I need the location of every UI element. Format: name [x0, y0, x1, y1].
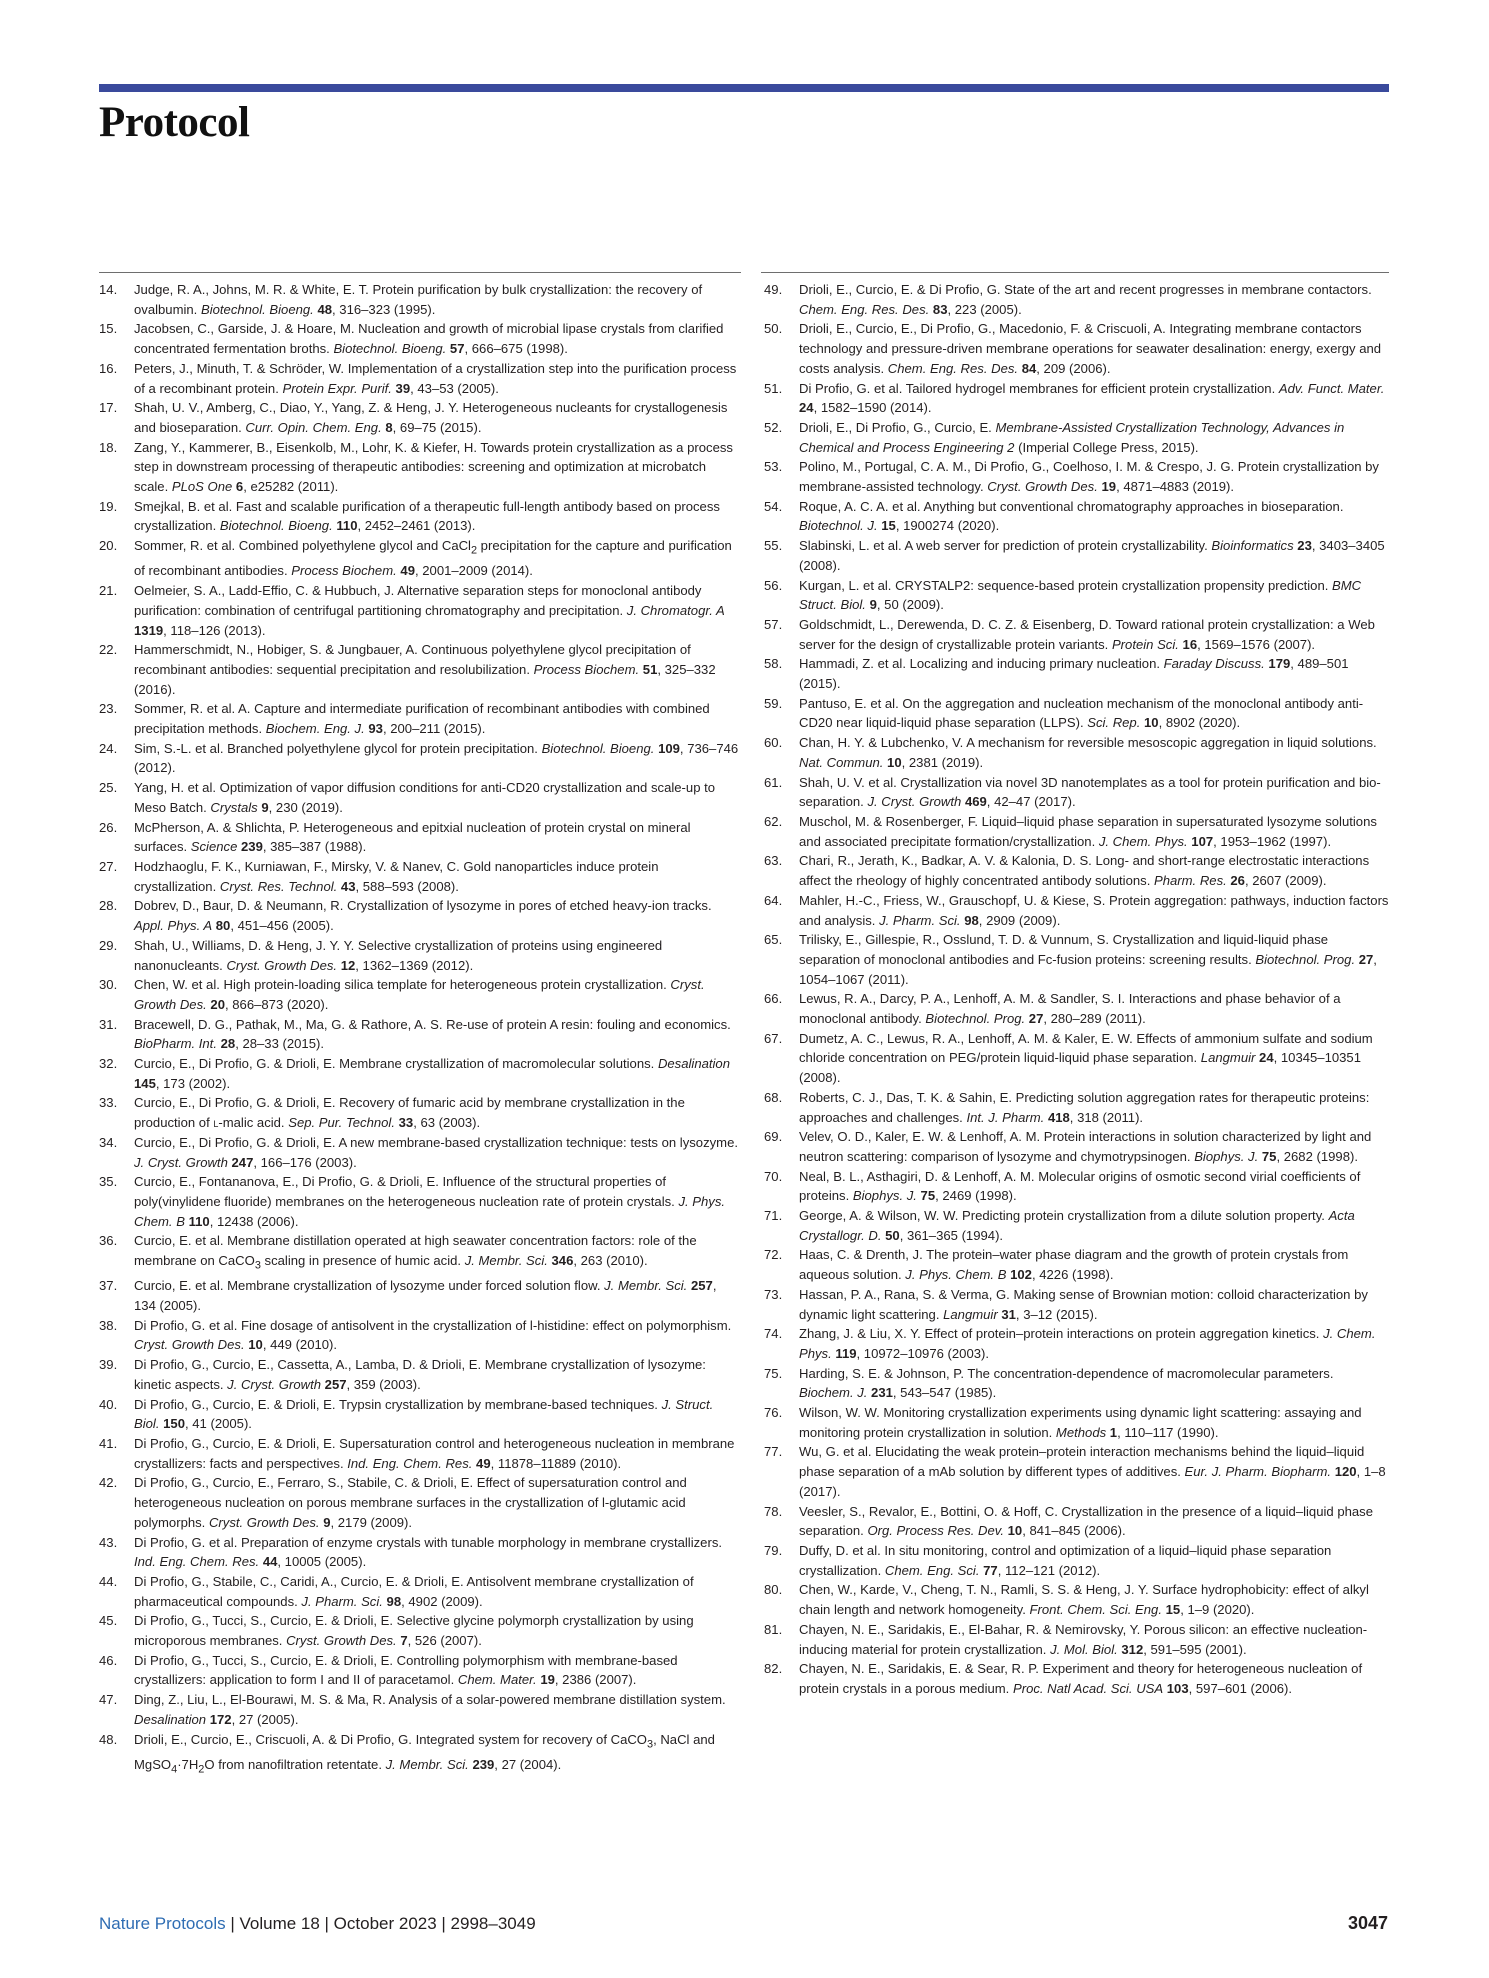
reference-text: Curcio, E. et al. Membrane crystallization of lysozyme under forced solution flow. J. Membr. Sci. 257, 134 (2005). — [134, 1278, 717, 1314]
reference-text: Neal, B. L., Asthagiri, D. & Lenhoff, A. M. Molecular origins of osmotic second virial coefficients of proteins. Biophys. J. 75, 2469 (1998). — [799, 1168, 1361, 1204]
reference-item — [99, 1172, 741, 1231]
reference-text: Haas, C. & Drenth, J. The protein–water phase diagram and the growth of protein crystals from aqueous solution. J. Phys. Chem. B 102, 4226 (1998). — [799, 1247, 1349, 1283]
reference-item — [764, 536, 1389, 575]
reference-number: 47. — [99, 1692, 118, 1708]
reference-item — [764, 1245, 1389, 1284]
header-accent-bar — [99, 84, 1389, 92]
reference-text: Bracewell, D. G., Pathak, M., Ma, G. & Rathore, A. S. Re-use of protein A resin: fouling and economics. BioPharm. Int. 28, 28–33 (2015). — [134, 1016, 731, 1052]
reference-text: Chayen, N. E., Saridakis, E. & Sear, R. P. Experiment and theory for heterogeneous nucleation of protein crystals in a porous medium. Proc. Natl Acad. Sci. USA 103, 597–601 (2006). — [799, 1661, 1363, 1696]
reference-number: 61. — [764, 774, 783, 790]
reference-item — [99, 857, 741, 896]
reference-text: Polino, M., Portugal, C. A. M., Di Profio, G., Coelhoso, I. M. & Crespo, J. G. Protein crystallization by membrane-assisted technology. Cryst. Growth Des. 19, 4871–4883 (2019). — [799, 459, 1379, 495]
reference-text: Jacobsen, C., Garside, J. & Hoare, M. Nucleation and growth of microbial lipase crystals from clarified concentrated fermentation broths. Biotechnol. Bioeng. 57, 666–675 (1998). — [134, 321, 724, 357]
reference-text: Chen, W., Karde, V., Cheng, T. N., Ramli, S. S. & Heng, J. Y. Surface hydrophobicity: effect of alkyl chain length and network homogeneity. Front. Chem. Sci. Eng. 15, 1–9 (2020). — [799, 1582, 1369, 1618]
reference-text: Di Profio, G., Stabile, C., Caridi, A., Curcio, E. & Drioli, E. Antisolvent membrane crystallization of pharmaceutical compounds. J. Pharm. Sci. 98, 4902 (2009). — [134, 1573, 694, 1609]
reference-item — [764, 1442, 1389, 1501]
reference-item — [764, 1580, 1389, 1619]
reference-number: 78. — [764, 1503, 783, 1519]
reference-number: 21. — [99, 583, 118, 599]
reference-number: 65. — [764, 932, 783, 948]
reference-number: 33. — [99, 1095, 118, 1111]
reference-number: 40. — [99, 1396, 118, 1412]
reference-number: 58. — [764, 656, 783, 672]
reference-text: Di Profio, G., Tucci, S., Curcio, E. & Drioli, E. Selective glycine polymorph crystallization by using microporous membranes. Cryst. Growth Des. 7, 526 (2007). — [134, 1613, 694, 1649]
reference-text: Sommer, R. et al. Combined polyethylene glycol and CaCl$_2$ precipitation for the capture and purification of recombinant antibodies. Process Biochem. 49, 2001–2009 (2014). — [134, 538, 732, 579]
reference-text: Muschol, M. & Rosenberger, F. Liquid–liquid phase separation in supersaturated lysozyme solutions and associated precipitate formation/crystallization. J. Chem. Phys. 107, 1953–1962 (1997). — [799, 813, 1377, 849]
reference-number: 59. — [764, 695, 783, 711]
reference-number: 79. — [764, 1543, 783, 1558]
reference-text: Di Profio, G. et al. Tailored hydrogel membranes for efficient protein crystallization. Adv. Funct. Mater. 24, 1582–1590 (2014). — [799, 380, 1385, 416]
reference-item — [764, 773, 1389, 812]
reference-number: 26. — [99, 819, 118, 835]
reference-text: Goldschmidt, L., Derewenda, D. C. Z. & Eisenberg, D. Toward rational protein crystallization: a Web server for the design of crystallizable protein variants. Protein Sci. 16, 1569–1576 (2007). — [799, 616, 1375, 652]
reference-item — [764, 280, 1389, 319]
reference-item — [764, 1364, 1389, 1403]
reference-text: Shah, U., Williams, D. & Heng, J. Y. Y. Selective crystallization of proteins using engineered nanonucleants. Cryst. Growth Des. 12, 1362–1369 (2012). — [134, 937, 663, 973]
reference-number: 49. — [764, 282, 783, 297]
reference-text: Sommer, R. et al. A. Capture and intermediate purification of recombinant antibodies with combined precipitation methods. Biochem. Eng. J. 93, 200–211 (2015). — [134, 701, 710, 737]
reference-text: Peters, J., Minuth, T. & Schröder, W. Implementation of a crystallization step into the purification process of a recombinant protein. Protein Expr. Purif. 39, 43–53 (2005). — [134, 360, 737, 396]
reference-text: Chayen, N. E., Saridakis, E., El-Bahar, R. & Nemirovsky, Y. Porous silicon: an effective nucleation-inducing material for protein crystallization. J. Mol. Biol. 312, 591–595 (2001). — [799, 1621, 1368, 1657]
reference-item — [764, 812, 1389, 851]
reference-text: Di Profio, G. et al. Fine dosage of antisolvent in the crystallization of l-histidine: effect on polymorphism. Cryst. Growth Des. 10, 449 (2010). — [134, 1317, 732, 1353]
reference-text: Wilson, W. W. Monitoring crystallization experiments using dynamic light scattering: assaying and monitoring protein crystallization in solution. Methods 1, 110–117 (1990). — [799, 1405, 1362, 1440]
reference-item — [764, 418, 1389, 457]
reference-item — [99, 1434, 741, 1473]
reference-text: Di Profio, G., Curcio, E., Ferraro, S., Stabile, C. & Drioli, E. Effect of supersaturation control and heterogeneous nucleation on porous membrane surfaces in the crystallization of l-glutamic acid polymorphs. Cryst. Growth Des. 9, 2179 (2009). — [134, 1475, 687, 1530]
reference-number: 25. — [99, 780, 118, 796]
reference-number: 75. — [764, 1365, 783, 1381]
reference-item — [99, 398, 741, 437]
reference-item — [99, 1690, 741, 1729]
reference-text: Drioli, E., Di Profio, G., Curcio, E. Membrane-Assisted Crystallization Technology, Advances in Chemical and Process Engineering 2 (Imperial College Press, 2015). — [799, 419, 1345, 455]
reference-text: Trilisky, E., Gillespie, R., Osslund, T. D. & Vunnum, S. Crystallization and liquid-liquid phase separation of monoclonal antibodies and Fc-fusion proteins: screening results. Biotechnol. Prog. 27, 1054–1067 (2011). — [799, 932, 1377, 987]
reference-item — [764, 319, 1389, 378]
reference-number: 42. — [99, 1475, 118, 1491]
reference-text: Dobrev, D., Baur, D. & Neumann, R. Crystallization of lysozyme in pores of etched heavy-ion tracks. Appl. Phys. A 80, 451–456 (2005). — [134, 898, 712, 934]
reference-item — [764, 989, 1389, 1028]
reference-number: 48. — [99, 1731, 118, 1747]
reference-text: Hodzhaoglu, F. K., Kurniawan, F., Mirsky, V. & Nanev, C. Gold nanoparticles induce protein crystallization. Cryst. Res. Technol. 43, 588–593 (2008). — [134, 859, 659, 894]
reference-number: 30. — [99, 977, 118, 993]
reference-number: 27. — [99, 859, 118, 874]
reference-text: Dumetz, A. C., Lewus, R. A., Lenhoff, A. M. & Kaler, E. W. Effects of ammonium sulfate and sodium chloride concentration on PEG/protein liquid-liquid phase separation. Langmuir 24, 10345–10351 (2008). — [799, 1030, 1373, 1086]
reference-item — [99, 818, 741, 857]
reference-item — [99, 280, 741, 319]
reference-number: 41. — [99, 1436, 118, 1451]
reference-number: 29. — [99, 937, 118, 953]
reference-item — [99, 1133, 741, 1172]
reference-number: 35. — [99, 1174, 118, 1190]
reference-text: Duffy, D. et al. In situ monitoring, control and optimization of a liquid–liquid phase separation crystallization. Chem. Eng. Sci. 77, 112–121 (2012). — [799, 1543, 1332, 1578]
reference-item — [764, 930, 1389, 989]
reference-number: 60. — [764, 735, 783, 751]
reference-item — [764, 1620, 1389, 1659]
reference-number: 70. — [764, 1168, 783, 1184]
reference-number: 34. — [99, 1134, 118, 1150]
reference-text: Ding, Z., Liu, L., El-Bourawi, M. S. & Ma, R. Analysis of a solar-powered membrane distillation system. Desalination 172, 27 (2005). — [134, 1692, 726, 1727]
reference-text: Di Profio, G., Curcio, E. & Drioli, E. Trypsin crystallization by membrane-based techniques. J. Struct. Biol. 150, 41 (2005). — [134, 1396, 714, 1432]
reference-text: Chari, R., Jerath, K., Badkar, A. V. & Kalonia, D. S. Long- and short-range electrostatic interactions affect the rheology of highly concentrated antibody solutions. Pharm. Res. 26, 2607 (2009). — [799, 853, 1370, 889]
reference-text: Curcio, E., Di Profio, G. & Drioli, E. Membrane crystallization of macromolecular solutions. Desalination 145, 173 (2002). — [134, 1056, 730, 1091]
reference-text: Smejkal, B. et al. Fast and scalable purification of a therapeutic full-length antibody based on process crystallization. Biotechnol. Bioeng. 110, 2452–2461 (2013). — [134, 498, 720, 534]
reference-number: 32. — [99, 1056, 118, 1072]
reference-number: 31. — [99, 1016, 118, 1032]
reference-number: 73. — [764, 1286, 783, 1302]
reference-item — [99, 778, 741, 817]
reference-number: 55. — [764, 538, 783, 554]
reference-number: 19. — [99, 498, 118, 514]
reference-text: Hammadi, Z. et al. Localizing and inducing primary nucleation. Faraday Discuss. 179, 489–501 (2015). — [799, 656, 1349, 692]
reference-number: 14. — [99, 282, 118, 297]
reference-item — [99, 1093, 741, 1132]
reference-text: Harding, S. E. & Johnson, P. The concentration-dependence of macromolecular parameters. Biochem. J. 231, 543–547 (1985). — [799, 1365, 1334, 1401]
reference-item — [99, 975, 741, 1014]
reference-number: 45. — [99, 1613, 118, 1629]
reference-text: Shah, U. V. et al. Crystallization via novel 3D nanotemplates as a tool for protein purification and bio-separation. J. Cryst. Growth 469, 42–47 (2017). — [799, 774, 1381, 810]
reference-item — [764, 1502, 1389, 1541]
reference-item — [99, 536, 741, 581]
reference-number: 72. — [764, 1247, 783, 1263]
reference-item — [99, 640, 741, 699]
reference-text: Chan, H. Y. & Lubchenko, V. A mechanism for reversible mesoscopic aggregation in liquid solutions. Nat. Commun. 10, 2381 (2019). — [799, 735, 1377, 770]
reference-number: 36. — [99, 1233, 118, 1249]
reference-number: 44. — [99, 1573, 118, 1589]
reference-item — [764, 1285, 1389, 1324]
reference-item — [764, 694, 1389, 733]
reference-number: 71. — [764, 1208, 783, 1224]
reference-item — [99, 1054, 741, 1093]
reference-text: George, A. & Wilson, W. W. Predicting protein crystallization from a dilute solution property. Acta Crystallogr. D. 50, 361–365 (1994). — [799, 1208, 1355, 1243]
reference-item — [99, 1015, 741, 1054]
reference-item — [99, 438, 741, 497]
reference-number: 37. — [99, 1278, 118, 1294]
reference-item — [99, 1533, 741, 1572]
page-number: 3047 — [1347, 1913, 1388, 1933]
reference-item — [99, 1395, 741, 1434]
reference-number: 64. — [764, 892, 783, 908]
reference-number: 66. — [764, 991, 783, 1007]
reference-text: Hassan, P. A., Rana, S. & Verma, G. Making sense of Brownian motion: colloid characterization by dynamic light scattering. Langmuir 31, 3–12 (2015). — [799, 1286, 1368, 1322]
reference-number: 81. — [764, 1621, 783, 1637]
reference-text: Velev, O. D., Kaler, E. W. & Lenhoff, A. M. Protein interactions in solution characterized by light and neutron scattering: comparison of lysozyme and chymotrypsinogen. Biophys. J. 75, 2682 (1998). — [799, 1129, 1372, 1164]
reference-number: 23. — [99, 701, 118, 717]
reference-item — [99, 359, 741, 398]
reference-item — [764, 615, 1389, 654]
reference-text: Slabinski, L. et al. A web server for prediction of protein crystallizability. Bioinformatics 23, 3403–3405 (2008). — [799, 538, 1385, 573]
reference-number: 24. — [99, 740, 118, 756]
reference-item — [764, 733, 1389, 772]
reference-text: McPherson, A. & Shlichta, P. Heterogeneous and epitxial nucleation of protein crystal on mineral surfaces. Science 239, 385–387 (1988). — [134, 819, 691, 855]
reference-item — [99, 1730, 741, 1781]
reference-item — [99, 896, 741, 935]
reference-text: Curcio, E., Di Profio, G. & Drioli, E. A new membrane-based crystallization technique: tests on lysozyme. J. Cryst. Growth 247, 166–176 (2003). — [134, 1134, 739, 1170]
reference-number: 76. — [764, 1405, 783, 1421]
reference-item — [99, 581, 741, 640]
reference-text: Curcio, E., Fontananova, E., Di Profio, G. & Drioli, E. Influence of the structural properties of poly(vinylidene fluoride) membranes on the heterogeneous nucleation rate of protein crystals. J. Phys. Chem. B 110, 12438 (2006). — [134, 1174, 726, 1229]
reference-text: Drioli, E., Curcio, E. & Di Profio, G. State of the art and recent progresses in membrane contactors. Chem. Eng. Res. Des. 83, 223 (2005). — [799, 282, 1372, 317]
reference-text: Wu, G. et al. Elucidating the weak protein–protein interaction mechanisms behind the liquid–liquid phase separation of a mAb solution by different types of additives. Eur. J. Pharm. Biopharm. 120, 1–8 (2017). — [799, 1444, 1386, 1499]
reference-number: 15. — [99, 321, 118, 337]
reference-number: 54. — [764, 498, 783, 514]
reference-item — [99, 319, 741, 358]
reference-item — [99, 699, 741, 738]
reference-text: Judge, R. A., Johns, M. R. & White, E. T. Protein purification by bulk crystallization: the recovery of ovalbumin. Biotechnol. Bioeng. 48, 316–323 (1995). — [134, 282, 703, 317]
reference-text: Pantuso, E. et al. On the aggregation and nucleation mechanism of the monoclonal antibody anti-CD20 near liquid-liquid phase separation (LLPS). Sci. Rep. 10, 8902 (2020). — [799, 695, 1364, 731]
reference-number: 51. — [764, 380, 783, 396]
reference-number: 63. — [764, 853, 783, 869]
reference-item — [99, 1651, 741, 1690]
reference-item — [764, 1403, 1389, 1442]
reference-number: 68. — [764, 1089, 783, 1105]
reference-item — [764, 1659, 1389, 1698]
reference-item — [764, 576, 1389, 615]
reference-number: 22. — [99, 642, 118, 658]
column-divider-left — [99, 272, 741, 273]
reference-text: Di Profio, G., Curcio, E., Cassetta, A., Lamba, D. & Drioli, E. Membrane crystallization of lysozyme: kinetic aspects. J. Cryst. Growth 257, 359 (2003). — [134, 1357, 706, 1392]
reference-text: Roque, A. C. A. et al. Anything but conventional chromatography approaches in bioseparation. Biotechnol. J. 15, 1900274 (2020). — [799, 498, 1344, 534]
reference-text: Roberts, C. J., Das, T. K. & Sahin, E. Predicting solution aggregation rates for therapeutic proteins: approaches and challenges. Int. J. Pharm. 418, 318 (2011). — [799, 1089, 1370, 1125]
reference-text: Curcio, E., Di Profio, G. & Drioli, E. Recovery of fumaric acid by membrane crystallization in the production of l-malic acid. Sep. Pur. Technol. 33, 63 (2003). — [134, 1095, 685, 1131]
reference-text: Oelmeier, S. A., Ladd-Effio, C. & Hubbuch, J. Alternative separation steps for monoclonal antibody purification: combination of centrifugal partitioning chromatography and precipitation. J. Chromatogr. A 1319, 118–126 (2013). — [134, 583, 725, 638]
reference-text: Kurgan, L. et al. CRYSTALP2: sequence-based protein crystallization propensity prediction. BMC Struct. Biol. 9, 50 (2009). — [799, 577, 1362, 613]
reference-list-left — [99, 280, 741, 1780]
reference-text: Chen, W. et al. High protein-loading silica template for heterogeneous protein crystallization. Cryst. Growth Des. 20, 866–873 (2020). — [134, 977, 705, 1012]
reference-item — [764, 851, 1389, 890]
reference-number: 77. — [764, 1444, 783, 1460]
reference-item — [764, 497, 1389, 536]
reference-text: Curcio, E. et al. Membrane distillation operated at high seawater concentration factors: role of the membrane on CaCO$_3$ scaling in presence of humic acid. J. Membr. Sci. 346, 263 (2010). — [134, 1233, 697, 1272]
reference-number: 62. — [764, 813, 783, 829]
reference-number: 46. — [99, 1652, 118, 1668]
page-title: Protocol — [99, 99, 250, 146]
reference-item — [99, 1231, 741, 1276]
reference-number: 39. — [99, 1357, 118, 1373]
reference-number: 20. — [99, 538, 118, 554]
reference-item — [764, 891, 1389, 930]
reference-number: 52. — [764, 419, 783, 435]
reference-item — [99, 1355, 741, 1394]
reference-item — [764, 1167, 1389, 1206]
reference-number: 82. — [764, 1661, 783, 1677]
reference-item — [764, 1127, 1389, 1166]
reference-item — [764, 1029, 1389, 1088]
reference-item — [764, 1324, 1389, 1363]
reference-number: 53. — [764, 459, 783, 475]
reference-text: Di Profio, G., Tucci, S., Curcio, E. & Drioli, E. Controlling polymorphism with membrane-based crystallizers: application to form I and II of paracetamol. Chem. Mater. 19, 2386 (2007). — [134, 1652, 678, 1688]
reference-text: Di Profio, G. et al. Preparation of enzyme crystals with tunable morphology in membrane crystallizers. Ind. Eng. Chem. Res. 44, 10005 (2005). — [134, 1534, 723, 1570]
reference-item — [764, 654, 1389, 693]
reference-text: Mahler, H.-C., Friess, W., Grauschopf, U. & Kiese, S. Protein aggregation: pathways, induction factors and analysis. J. Pharm. Sci. 98, 2909 (2009). — [799, 892, 1389, 928]
reference-number: 67. — [764, 1030, 783, 1046]
reference-text: Zhang, J. & Liu, X. Y. Effect of protein–protein interactions on protein aggregation kinetics. J. Chem. Phys. 119, 10972–10976 (2003). — [799, 1326, 1376, 1361]
footer-citation — [99, 1914, 536, 1934]
reference-number: 56. — [764, 577, 783, 593]
reference-text: Drioli, E., Curcio, E., Criscuoli, A. & Di Profio, G. Integrated system for recovery of CaCO$_3$, NaCl and $MgSO_4\cdot 7H_2O$ from nanofiltration retentate. J. Membr. Sci. 239, 27 (2004). — [134, 1731, 715, 1776]
footer-volume-info: | Volume 18 | October 2023 | 2998–3049 — [225, 1914, 536, 1933]
reference-number: 43. — [99, 1534, 118, 1550]
reference-item — [764, 457, 1389, 496]
reference-item — [99, 936, 741, 975]
reference-number: 50. — [764, 321, 783, 337]
reference-text: Yang, H. et al. Optimization of vapor diffusion conditions for anti-CD20 crystallization and scale-up to Meso Batch. Crystals 9, 230 (2019). — [134, 780, 716, 815]
reference-text: Zang, Y., Kammerer, B., Eisenkolb, M., Lohr, K. & Kiefer, H. Towards protein crystallization as a process step in downstream processing of therapeutic antibodies: screening and optimization at microbatch scale. PLoS One 6, e25282 (2011). — [134, 439, 733, 495]
reference-number: 28. — [99, 898, 118, 914]
column-divider-right — [761, 272, 1389, 273]
reference-item — [764, 1088, 1389, 1127]
reference-item — [764, 379, 1389, 418]
reference-text: Drioli, E., Curcio, E., Di Profio, G., Macedonio, F. & Criscuoli, A. Integrating membrane contactors technology and pressure-driven membrane operations for seawater desalination: energy, exergy and costs analysis. Chem. Eng. Res. Des. 84, 209 (2006). — [799, 321, 1382, 376]
reference-text: Shah, U. V., Amberg, C., Diao, Y., Yang, Z. & Heng, J. Y. Heterogeneous nucleants for crystallogenesis and bioseparation. Curr. Opin. Chem. Eng. 8, 69–75 (2015). — [134, 400, 728, 435]
reference-text: Di Profio, G., Curcio, E. & Drioli, E. Supersaturation control and heterogeneous nucleation in membrane crystallizers: facts and perspectives. Ind. Eng. Chem. Res. 49, 11878–11889 (2010). — [134, 1436, 735, 1471]
reference-number: 57. — [764, 616, 783, 632]
reference-item — [99, 1276, 741, 1315]
footer-journal-name[interactable]: Nature Protocols — [99, 1914, 226, 1933]
reference-item — [764, 1541, 1389, 1580]
reference-item — [99, 1316, 741, 1355]
reference-item — [99, 739, 741, 778]
reference-number: 74. — [764, 1326, 783, 1342]
reference-text: Sim, S.-L. et al. Branched polyethylene glycol for protein precipitation. Biotechnol. Bioeng. 109, 736–746 (2012). — [134, 740, 739, 776]
reference-number: 69. — [764, 1129, 783, 1145]
reference-item — [764, 1206, 1389, 1245]
reference-text: Lewus, R. A., Darcy, P. A., Lenhoff, A. M. & Sandler, S. I. Interactions and phase behavior of a monoclonal antibody. Biotechnol. Prog. 27, 280–289 (2011). — [799, 991, 1341, 1027]
reference-list-right — [764, 280, 1389, 1699]
reference-number: 16. — [99, 360, 118, 376]
reference-item — [99, 1473, 741, 1532]
reference-item — [99, 1611, 741, 1650]
reference-number: 80. — [764, 1582, 783, 1598]
reference-number: 38. — [99, 1317, 118, 1333]
reference-item — [99, 1572, 741, 1611]
reference-text: Hammerschmidt, N., Hobiger, S. & Jungbauer, A. Continuous polyethylene glycol precipitation of recombinant antibodies: sequential precipitation and resolubilization. Process Biochem. 51, 325–332 (2016). — [134, 642, 716, 697]
reference-item — [99, 497, 741, 536]
reference-text: Veesler, S., Revalor, E., Bottini, O. & Hoff, C. Crystallization in the presence of a liquid–liquid phase separation. Org. Process Res. Dev. 10, 841–845 (2006). — [799, 1503, 1374, 1539]
reference-number: 18. — [99, 439, 118, 455]
reference-number: 17. — [99, 400, 118, 416]
